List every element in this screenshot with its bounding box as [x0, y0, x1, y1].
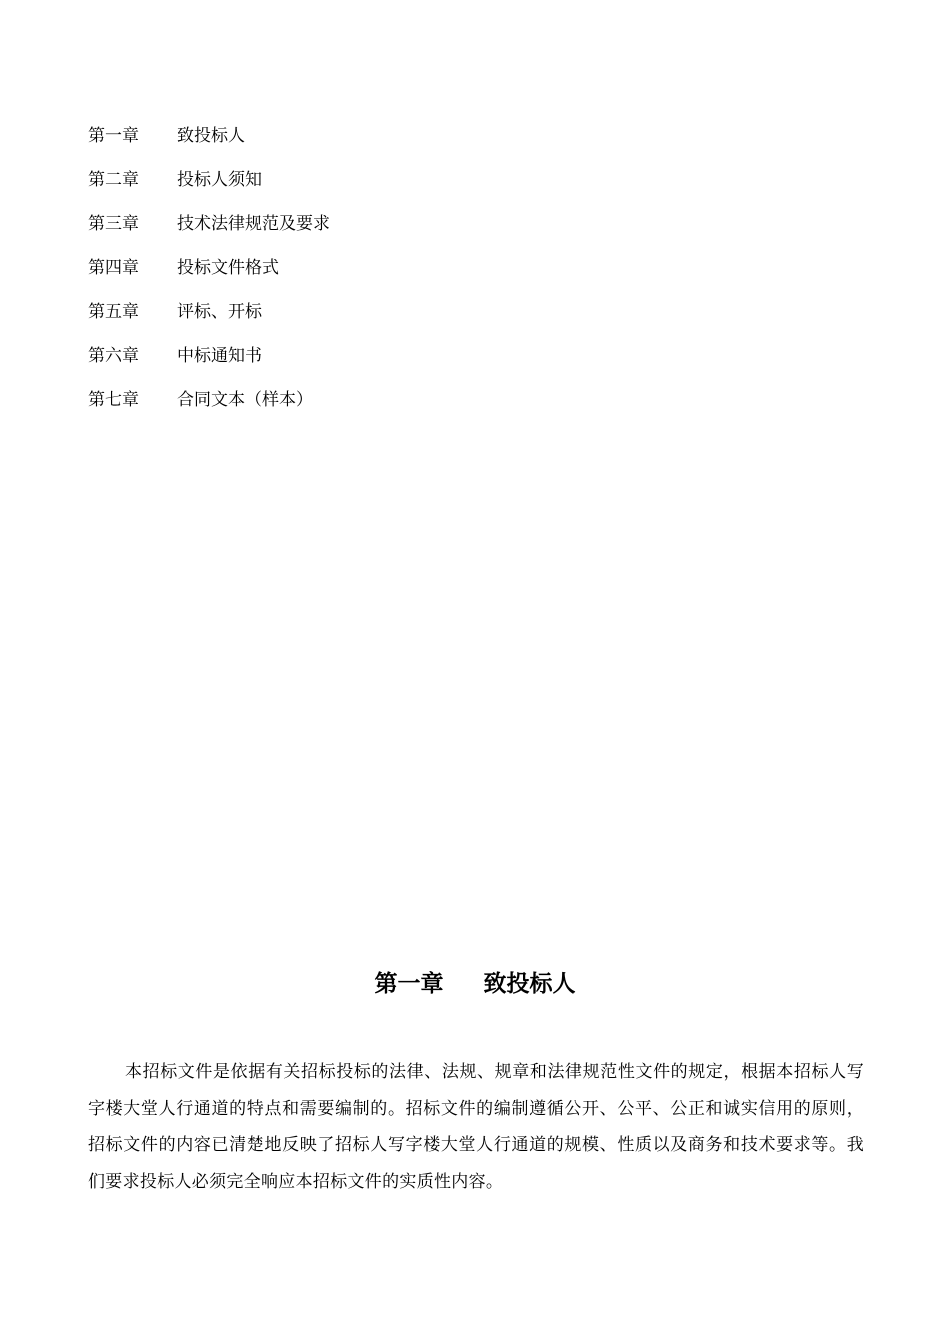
- toc-chapter-title: 投标人须知: [177, 170, 262, 190]
- toc-chapter-number: 第三章: [88, 214, 139, 234]
- toc-item-chapter-5: [88, 300, 330, 344]
- toc-chapter-number: 第一章: [88, 126, 139, 146]
- toc-chapter-number: 第七章: [88, 390, 139, 410]
- chapter-body-paragraph: 本招标文件是依据有关招标投标的法律、法规、规章和法律规范性文件的规定，根据本招标人写字楼大堂人行通道的特点和需要编制的。招标文件的编制遵循公开、公平、公正和诚实信用的原则，招标文件的内容已清楚地反映了招标人写字楼大堂人行通道的规模、性质以及商务和技术要求等。我们要求投标人必须完全响应本招标文件的实质性内容。: [88, 1062, 864, 1192]
- toc-chapter-title: 合同文本（样本）: [177, 390, 313, 410]
- table-of-contents: [88, 124, 330, 432]
- toc-chapter-title: 中标通知书: [177, 346, 262, 366]
- chapter-heading-number: 第一章: [374, 970, 444, 997]
- toc-item-chapter-1: [88, 124, 330, 168]
- toc-item-chapter-6: [88, 344, 330, 388]
- toc-item-chapter-7: [88, 388, 330, 432]
- toc-chapter-number: 第五章: [88, 302, 139, 322]
- toc-chapter-number: 第六章: [88, 346, 139, 366]
- toc-item-chapter-3: [88, 212, 330, 256]
- toc-chapter-title: 评标、开标: [177, 302, 262, 322]
- toc-chapter-number: 第四章: [88, 258, 139, 278]
- chapter-heading-title: 致投标人: [483, 970, 576, 997]
- toc-chapter-title: 技术法律规范及要求: [177, 214, 330, 234]
- toc-chapter-number: 第二章: [88, 170, 139, 190]
- toc-chapter-title: 致投标人: [177, 126, 245, 146]
- toc-item-chapter-2: [88, 168, 330, 212]
- chapter-heading: [0, 966, 950, 1002]
- toc-chapter-title: 投标文件格式: [177, 258, 279, 278]
- toc-item-chapter-4: [88, 256, 330, 300]
